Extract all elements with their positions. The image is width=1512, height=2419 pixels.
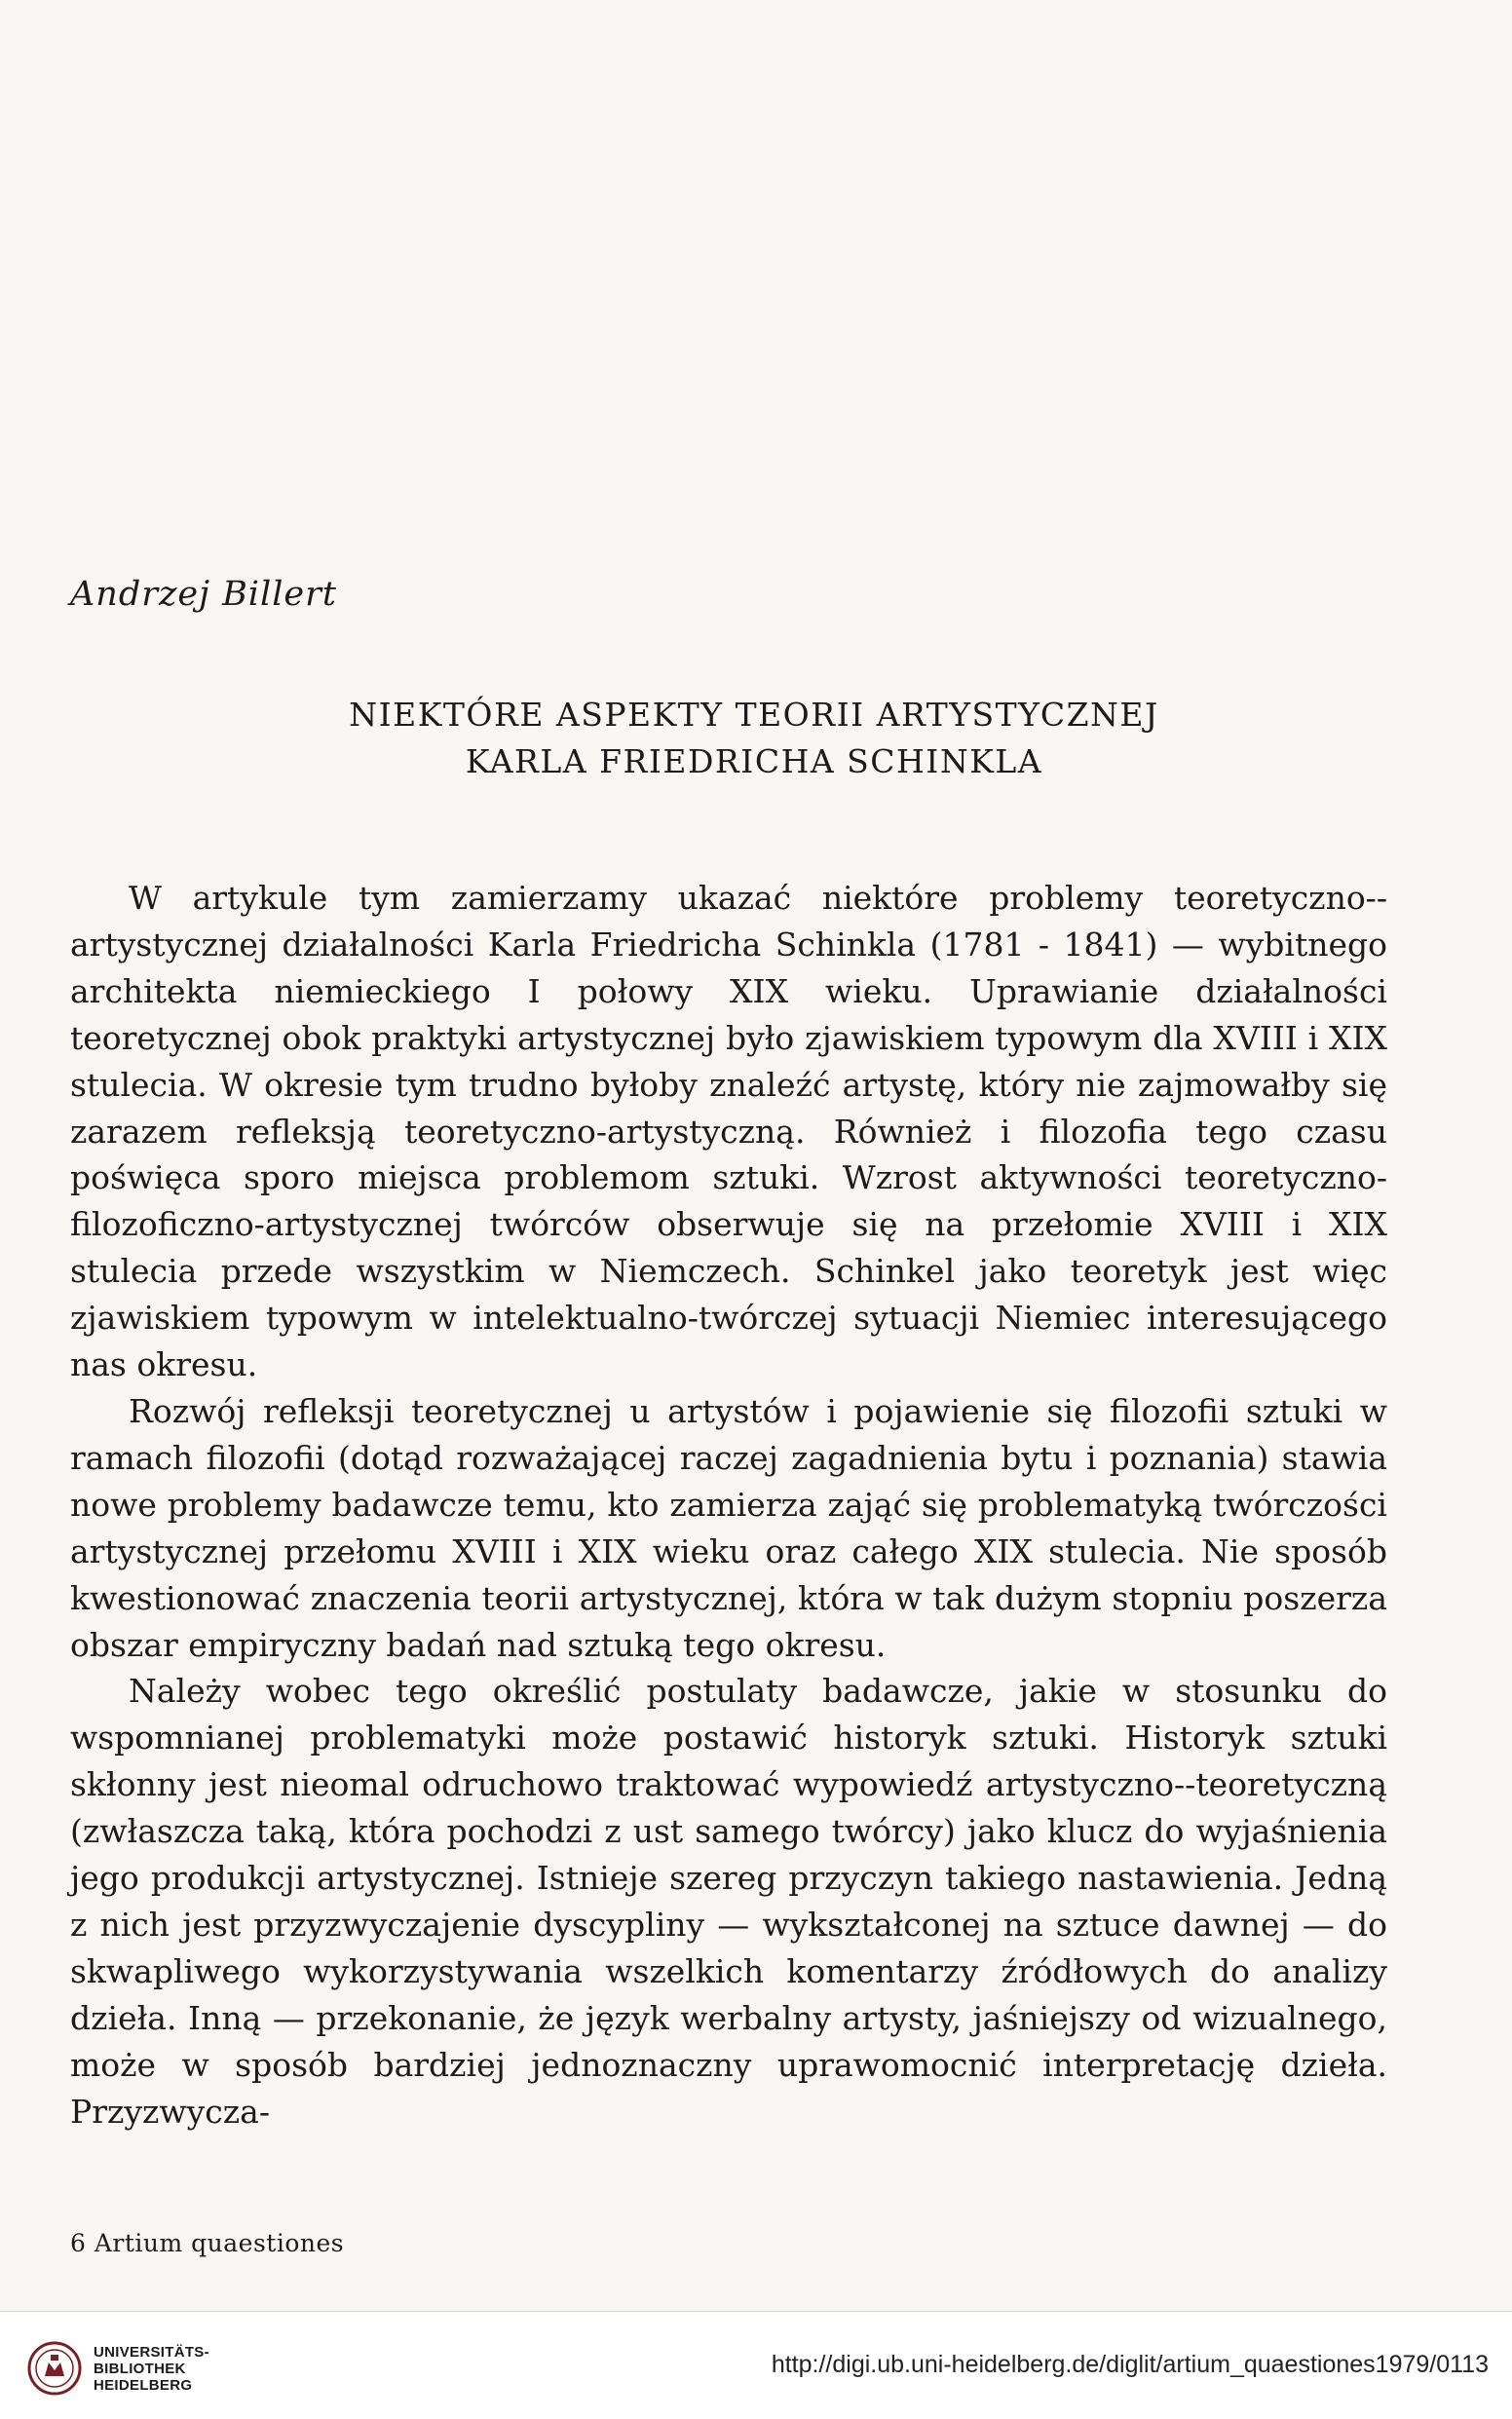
- paragraph-2: Rozwój refleksji teoretycznej u artystów i pojawienie się filozofii sztuki w ramach filozofii (dotąd rozważającej raczej zagadnienia bytu i poznania) stawia nowe problemy badawcze temu, kto zamierza zająć się problematyką twórczości artystycznej przełomu XVIII i XIX wieku oraz całego XIX stulecia. Nie sposób kwestionować znaczenia teorii artystycznej, która w tak dużym stopniu poszerza obszar empiryczny badań nad sztuką tego okresu.: [70, 1391, 1387, 1664]
- article-title: [70, 692, 1438, 785]
- source-url-link[interactable]: http://digi.ub.uni-heidelberg.de/diglit/artium_quaestiones1979/0113: [771, 2351, 1489, 2378]
- article-body: [70, 875, 1387, 2135]
- paragraph-3: Należy wobec tego określić postulaty badawcze, jakie w stosunku do wspomnianej problematyki może postawić historyk sztuki. Historyk sztuki skłonny jest nieomal odruchowo traktować wypowiedź artystyczno--teoretyczną (zwłaszcza taką, która pochodzi z ust samego twórcy) jako klucz do wyjaśnienia jego produkcji artystycznej. Istnieje szereg przyczyn takiego nastawienia. Jedną z nich jest przyzwyczajenie dyscypliny — wykształconej na sztuce dawnej — do skwapliwego wykorzystywania wszelkich komentarzy źródłowych do analizy dzieła. Inną — przekonanie, że język werbalny artysty, jaśniejszy od wizualnego, może w sposób bardziej jednoznaczny uprawomocnić interpretację dzieła. Przyzwycza-: [70, 1672, 1387, 2131]
- author-name: Andrzej Billert: [70, 575, 337, 614]
- title-line-1: NIEKTÓRE ASPEKTY TEORII ARTYSTYCZNEJ: [349, 696, 1159, 734]
- signature-mark: 6 Artium quaestiones: [70, 2229, 345, 2257]
- title-line-2: KARLA FRIEDRICHA SCHINKLA: [465, 742, 1043, 780]
- library-name: UNIVERSITÄTS- BIBLIOTHEK HEIDELBERG: [94, 2343, 209, 2394]
- library-footer-bar: [0, 2311, 1512, 2419]
- library-logo[interactable]: [27, 2341, 209, 2396]
- paragraph-1: W artykule tym zamierzamy ukazać niektóre problemy teoretyczno--artystycznej działalności Karla Friedricha Schinkla (1781 - 1841) — wybitnego architekta niemieckiego I połowy XIX wieku. Uprawianie działalności teoretycznej obok praktyki artystycznej było zjawiskiem typowym dla XVIII i XIX stulecia. W okresie tym trudno byłoby znaleźć artystę, który nie zajmowałby się zarazem refleksją teoretyczno-artystyczną. Również i filozofia tego czasu poświęca sporo miejsca problemom sztuki. Wzrost aktywności teoretyczno-filozoficzno-artystycznej twórców obserwuje się na przełomie XVIII i XIX stulecia przede wszystkim w Niemczech. Schinkel jako teoretyk jest więc zjawiskiem typowym w intelektualno-twórczej sytuacji Niemiec interesującego nas okresu.: [70, 879, 1387, 1384]
- heidelberg-seal-icon: [27, 2341, 82, 2396]
